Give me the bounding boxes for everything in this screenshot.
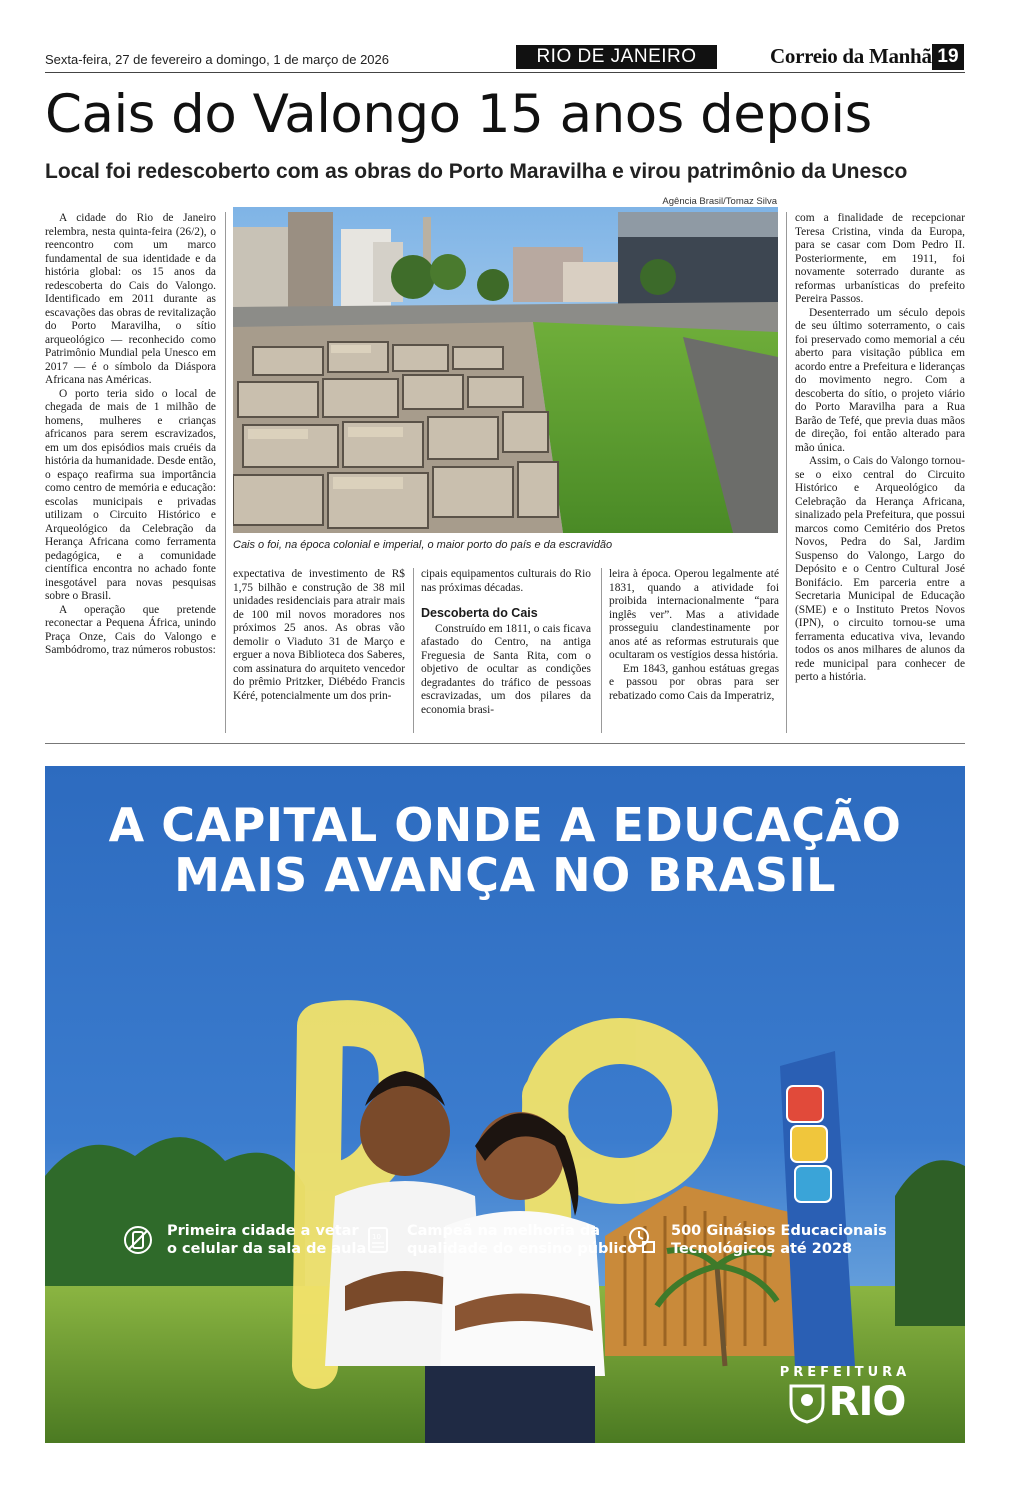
feature-line: o celular da sala de aula (167, 1241, 367, 1257)
article-headline: Cais do Valongo 15 anos depois (45, 84, 872, 145)
feature-quality-champion (363, 1218, 637, 1262)
article-column-1 (45, 212, 216, 658)
section-label: RIO DE JANEIRO (516, 45, 717, 69)
feature-line: 500 Ginásios Educacionais (671, 1223, 887, 1239)
column-divider (225, 212, 226, 733)
feature-line: Campeã na melhoria da (407, 1223, 601, 1239)
prefeitura-rio-wordmark: RIO (828, 1379, 906, 1425)
newspaper-name: Correio da Manhã (770, 44, 932, 68)
photo-caption: Cais o foi, na época colonial e imperial, o maior porto do país e da escravidão (233, 539, 613, 551)
paragraph: O porto teria sido o local de chegada de mais de 1 milhão de homens, mulheres e crianças africanos para serem escravizados, em um dos episódios mais cruéis da história da humanidade. Desde então, o espaço reafirma sua importância como centro de memória e educação: escolas municipais e privadas utilizam o Circuito Histórico e Arqueológico da Celebração da Herança Africana como ferramenta pedagógica, e a comunidade científica encontra no achado fonte inesgotável para novas pesquisas sobre o Brasil. (45, 387, 216, 602)
feature-line: Tecnológicos até 2028 (671, 1241, 853, 1257)
prefeitura-label: PREFEITURA (779, 1365, 911, 1380)
svg-text:10: 10 (372, 1233, 381, 1241)
column-divider (601, 568, 602, 733)
article-column-4 (609, 568, 779, 703)
page-number: 19 (932, 44, 964, 70)
feature-phone-ban (123, 1218, 366, 1262)
feature-tech-gyms (627, 1218, 887, 1262)
column-divider (786, 212, 787, 733)
article-column-5 (795, 212, 965, 685)
column-divider (413, 568, 414, 733)
no-phone-icon (123, 1225, 153, 1255)
ad-headline-line-1: A CAPITAL ONDE A EDUCAÇÃO (108, 798, 902, 852)
paragraph: cipais equipamentos culturais do Rio nas próximas décadas. (421, 568, 591, 594)
gym-icon (627, 1225, 657, 1255)
photo-credit: Agência Brasil/Tomaz Silva (662, 196, 777, 207)
article-photo (233, 207, 778, 533)
header-divider (45, 72, 965, 73)
ad-headline-line-2: MAIS AVANÇA NO BRASIL (174, 848, 836, 902)
article-subhead: Local foi redescoberto com as obras do Porto Maravilha e virou patrimônio da Unesco (45, 160, 908, 183)
paragraph: Construído em 1811, o cais ficava afastado do Centro, na antiga Freguesia de Santa Rita, com o objetivo de ocultar as condições degradantes do tráfico de pessoas escravizadas, um dos pilares da economia brasi- (421, 622, 591, 716)
city-coat-of-arms-icon (785, 1380, 829, 1424)
section-subtitle: Descoberta do Cais (421, 606, 538, 620)
paragraph: com a finalidade de recepcionar Teresa Cristina, vinda da Europa, para se casar com Dom Pedro II. Posteriormente, em 1911, foi novamente soterrado durante as reformas urbanísticas do prefeito Pereira Passos. (795, 212, 965, 305)
feature-line: qualidade do ensino público (407, 1241, 637, 1257)
article-column-3 (421, 568, 591, 717)
prefeitura-rio-logo (748, 1365, 942, 1424)
education-advertisement (45, 766, 965, 1443)
paragraph: leira à época. Operou legalmente até 1831, quando a atividade foi proibida internacionalmente “para inglês ver”. Mas a atividade prosseguiu clandestinamente por anos até as reformas estruturais que ocultaram os vestígios dessa história. (609, 568, 779, 661)
article-bottom-divider (45, 743, 965, 744)
issue-date: Sexta-feira, 27 de fevereiro a domingo, 1 de março de 2026 (45, 52, 389, 67)
paragraph: expectativa de investimento de R$ 1,75 bilhão e construção de 38 mil unidades residenciais para atrair mais de 100 mil novos moradores nos próximos 25 anos. As obras vão demolir o Viaduto 31 de Março e erguer a nova Biblioteca dos Saberes, com assinatura do arquiteto vencedor do prêmio Pritzker, Diébédo Francis Kéré, potencialmente um dos prin- (233, 568, 405, 702)
ad-headline (45, 800, 965, 900)
paragraph: Desenterrado um século depois de seu último soterramento, o cais foi preservado como memorial a céu aberto para visitação pública em acordo entre a Prefeitura e lideranças do movimento negro. Com a descoberta do sítio, o projeto viário do Porto Maravilha para a Rua Barão de Tefé, que previa duas mãos de direção, foi então alterado para mão única. (795, 306, 965, 454)
paragraph: Assim, o Cais do Valongo tornou-se o eixo central do Circuito Histórico e Arqueológico da Celebração da Herança Africana, sinalizado pela Prefeitura, que possui marcos como Cemitério dos Pretos Novos, Pedra do Sal, Jardim Suspenso do Valongo, Largo do Depósito e o Centro Cultural José Bonifácio. Em parceria entre a Secretaria Municipal de Educação (SME) e o Instituto Pretos Novos (IPN), o circuito tornou-se uma ferramenta educativa viva, levando todos os anos milhares de alunos da rede municipal para conhecer de perto a história. (795, 455, 965, 683)
paragraph: A operação que pretende reconectar a Pequena África, unindo Praça Onze, Cais do Valongo e Sambódromo, traz números robustos: (45, 603, 216, 656)
report-card-icon (363, 1225, 393, 1255)
paragraph: A cidade do Rio de Janeiro relembra, nesta quinta-feira (26/2), o reencontro com um marco fundamental de sua identidade e da história global: os 15 anos da redescoberta do Cais do Valongo. Identificado em 2011 durante as escavações das obras de revitalização do Porto Maravilha, o sítio arqueológico — reconhecido como Patrimônio Mundial pela Unesco em 2017 — é o símbolo da Diáspora Africana nas Américas. (45, 212, 216, 386)
article-column-2 (233, 568, 405, 703)
paragraph: Em 1843, ganhou estátuas gregas e passou por obras para ser rebatizado como Cais da Imperatriz, (609, 662, 779, 702)
feature-line: Primeira cidade a vetar (167, 1223, 359, 1239)
valongo-wharf-photo (233, 207, 778, 533)
